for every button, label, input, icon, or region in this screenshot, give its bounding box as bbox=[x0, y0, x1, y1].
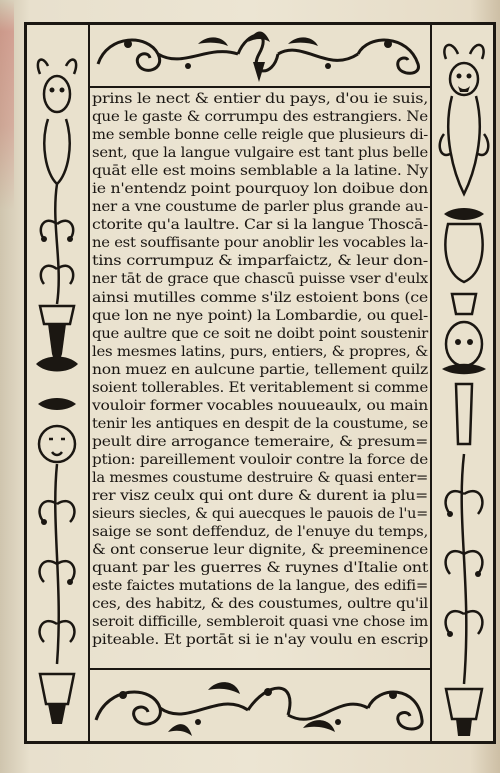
text-line: rer visz ceulx qui ont dure & durent ia plu= bbox=[92, 488, 428, 505]
text-line: quant par les guerres & ruynes d'Italie ont bbox=[92, 560, 428, 577]
text-line: ner a vne coustume de parler plus grande au- bbox=[92, 199, 428, 216]
text-line: sent, que la langue vulgaire est tant plus belle bbox=[92, 145, 428, 162]
text-line: saige se sont deffenduz, de l'enuye du temps, bbox=[92, 524, 428, 541]
text-line: tenir les antiques en despit de la coustume, se bbox=[92, 415, 428, 432]
text-line: ption: pareillement vouloir contre la force de bbox=[92, 451, 428, 468]
text-line: seroit difficille, sembleroit quasi vne chose im bbox=[92, 614, 429, 631]
text-line: peult dire arrogance temeraire, & presum= bbox=[92, 433, 428, 450]
text-line: ctorite qu'a laultre. Car si la langue Thoscā- bbox=[92, 217, 428, 234]
text-line: prins le nect & entier du pays, d'ou ie suis, bbox=[92, 91, 428, 107]
text-line: vouloir former vocables nouueaulx, ou main bbox=[92, 397, 428, 414]
text-line: ner tāt de grace que chascū puisse vser d'eulx bbox=[92, 271, 428, 288]
text-line: soient tollerables. Et veritablement si comme bbox=[92, 379, 428, 396]
text-line: que lon ne nye point) la Lombardie, ou quel- bbox=[92, 307, 428, 324]
text-line: quāt elle est moins semblable a la latine. Ny bbox=[92, 163, 428, 180]
text-line: ie n'entendz point pourquoy lon doibue don bbox=[92, 181, 428, 198]
text-line: ne est souffisante pour anoblir les vocables la- bbox=[92, 235, 428, 252]
text-line: que le gaste & corrumpu des estrangiers. Ne bbox=[92, 109, 428, 126]
text-line: me semble bonne celle reigle que plusieurs di- bbox=[92, 127, 428, 144]
text-line: ainsi mutilles comme s'ilz estoient bons (ce bbox=[92, 289, 428, 306]
page-edge-stain bbox=[0, 0, 14, 210]
text-line: & ont conserue leur dignite, & preeminence bbox=[92, 542, 429, 559]
text-line: ces, des habitz, & des coustumes, oultre qu'il bbox=[92, 596, 428, 613]
text-line: que aultre que ce soit ne doibt point soustenir bbox=[92, 325, 428, 342]
text-line: la mesmes coustume destruire & quasi enter= bbox=[92, 469, 428, 486]
text-line: les mesmes latins, purs, entiers, & propres, & bbox=[92, 343, 428, 360]
text-line: este faictes mutations de la langue, des edifi= bbox=[92, 578, 428, 595]
text-line: non muez en aulcune partie, tellement quilz bbox=[92, 361, 429, 378]
text-line: piteable. Et portāt si ie n'ay voulu en escrip bbox=[92, 632, 428, 649]
body-text bbox=[92, 90, 428, 664]
text-line: sieurs siecles, & qui auecques le pauois de l'u= bbox=[92, 506, 428, 523]
text-line: tins corrumpuz & imparfaictz, & leur don- bbox=[92, 253, 429, 270]
